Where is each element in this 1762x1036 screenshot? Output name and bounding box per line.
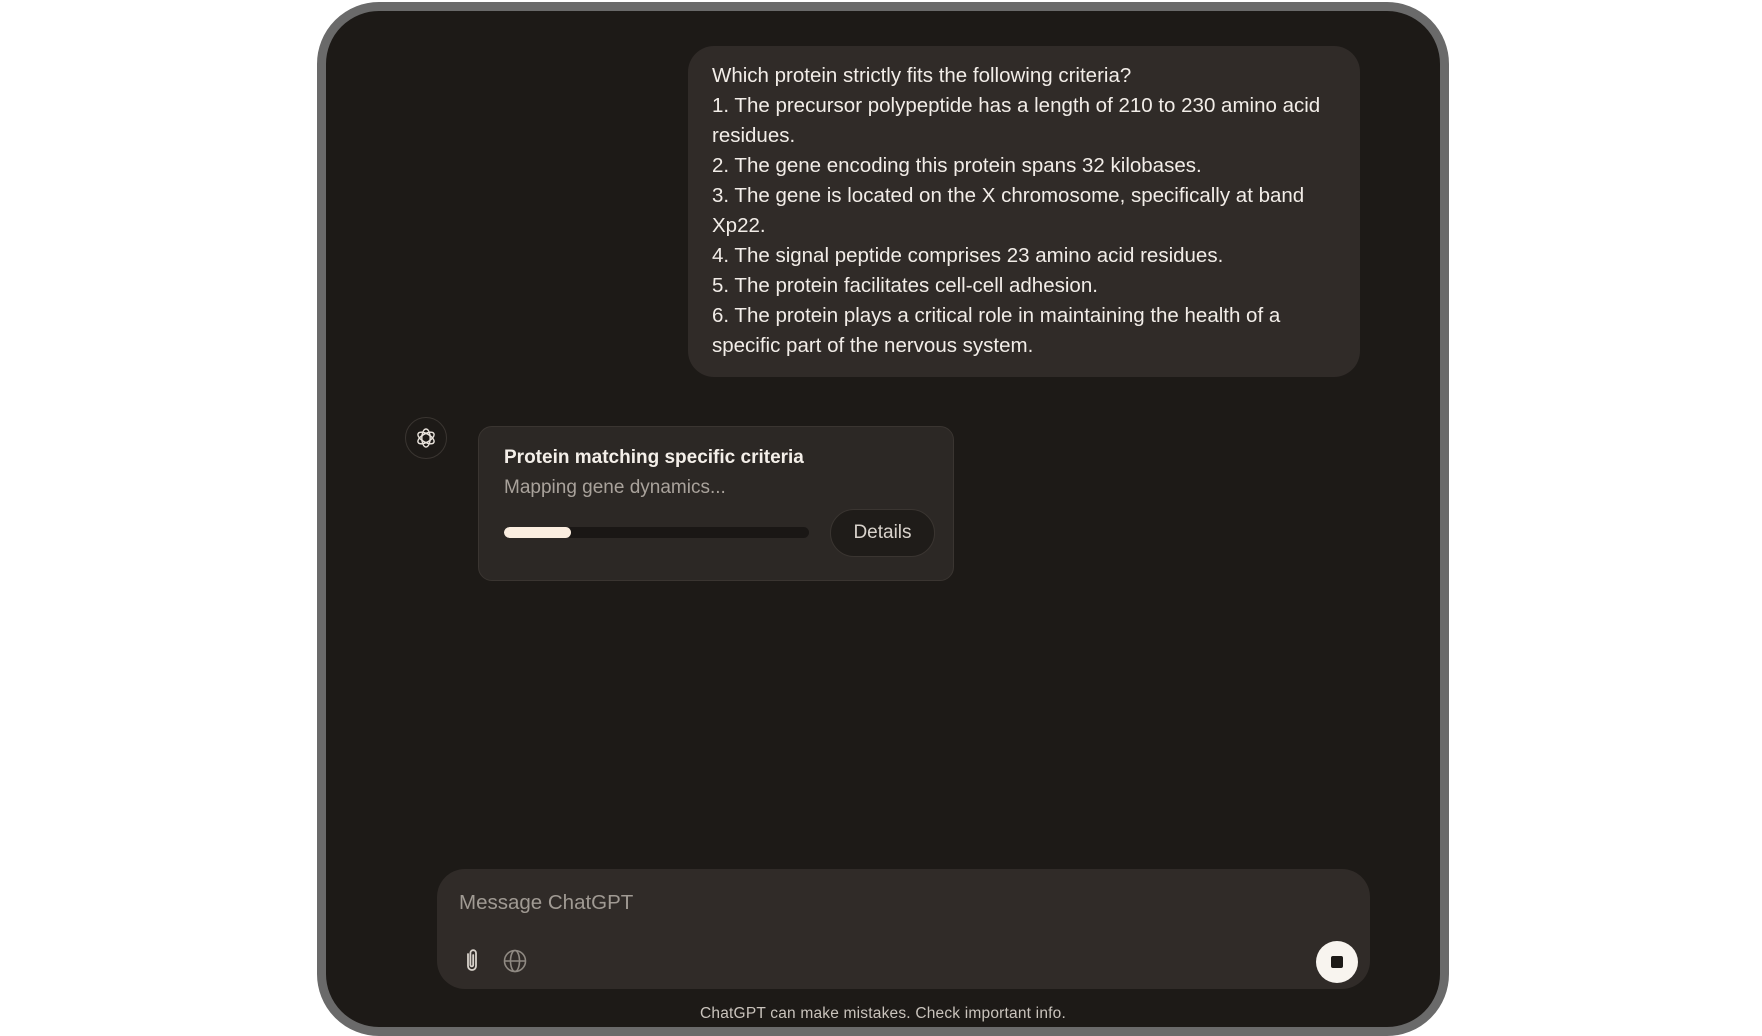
research-progress-card: [478, 426, 954, 581]
task-title: Protein matching specific criteria: [504, 447, 804, 468]
device-frame: [317, 2, 1449, 1036]
user-message-bubble: [688, 46, 1360, 377]
web-search-button[interactable]: [500, 946, 530, 976]
user-message-line: 5. The protein facilitates cell-cell adhesion.: [712, 274, 1098, 297]
chat-screen: [326, 11, 1440, 1027]
details-button[interactable]: Details: [830, 509, 935, 557]
user-message-line: 2. The gene encoding this protein spans 32 kilobases.: [712, 154, 1202, 177]
user-message-line: Which protein strictly fits the following criteria?: [712, 64, 1132, 87]
message-composer: [437, 869, 1370, 989]
progress-bar-fill: [504, 527, 571, 538]
disclaimer-text: ChatGPT can make mistakes. Check important info.: [700, 1005, 1066, 1022]
paperclip-icon: [461, 948, 483, 974]
assistant-avatar: [405, 417, 447, 459]
user-message-line: 6. The protein plays a critical role in maintaining the health of a specific part of the nervous system.: [712, 304, 1281, 357]
progress-bar: [504, 527, 809, 538]
task-status: Mapping gene dynamics...: [504, 477, 726, 498]
user-message-line: 4. The signal peptide comprises 23 amino acid residues.: [712, 244, 1224, 267]
attach-button[interactable]: [457, 946, 487, 976]
openai-logo-icon: [414, 426, 438, 450]
stop-generating-button[interactable]: [1316, 941, 1358, 983]
globe-icon: [502, 948, 528, 974]
stop-icon: [1331, 956, 1343, 968]
message-input[interactable]: [459, 885, 1339, 921]
user-message-line: 1. The precursor polypeptide has a length of 210 to 230 amino acid residues.: [712, 94, 1321, 147]
user-message-line: 3. The gene is located on the X chromosome, specifically at band Xp22.: [712, 184, 1305, 237]
